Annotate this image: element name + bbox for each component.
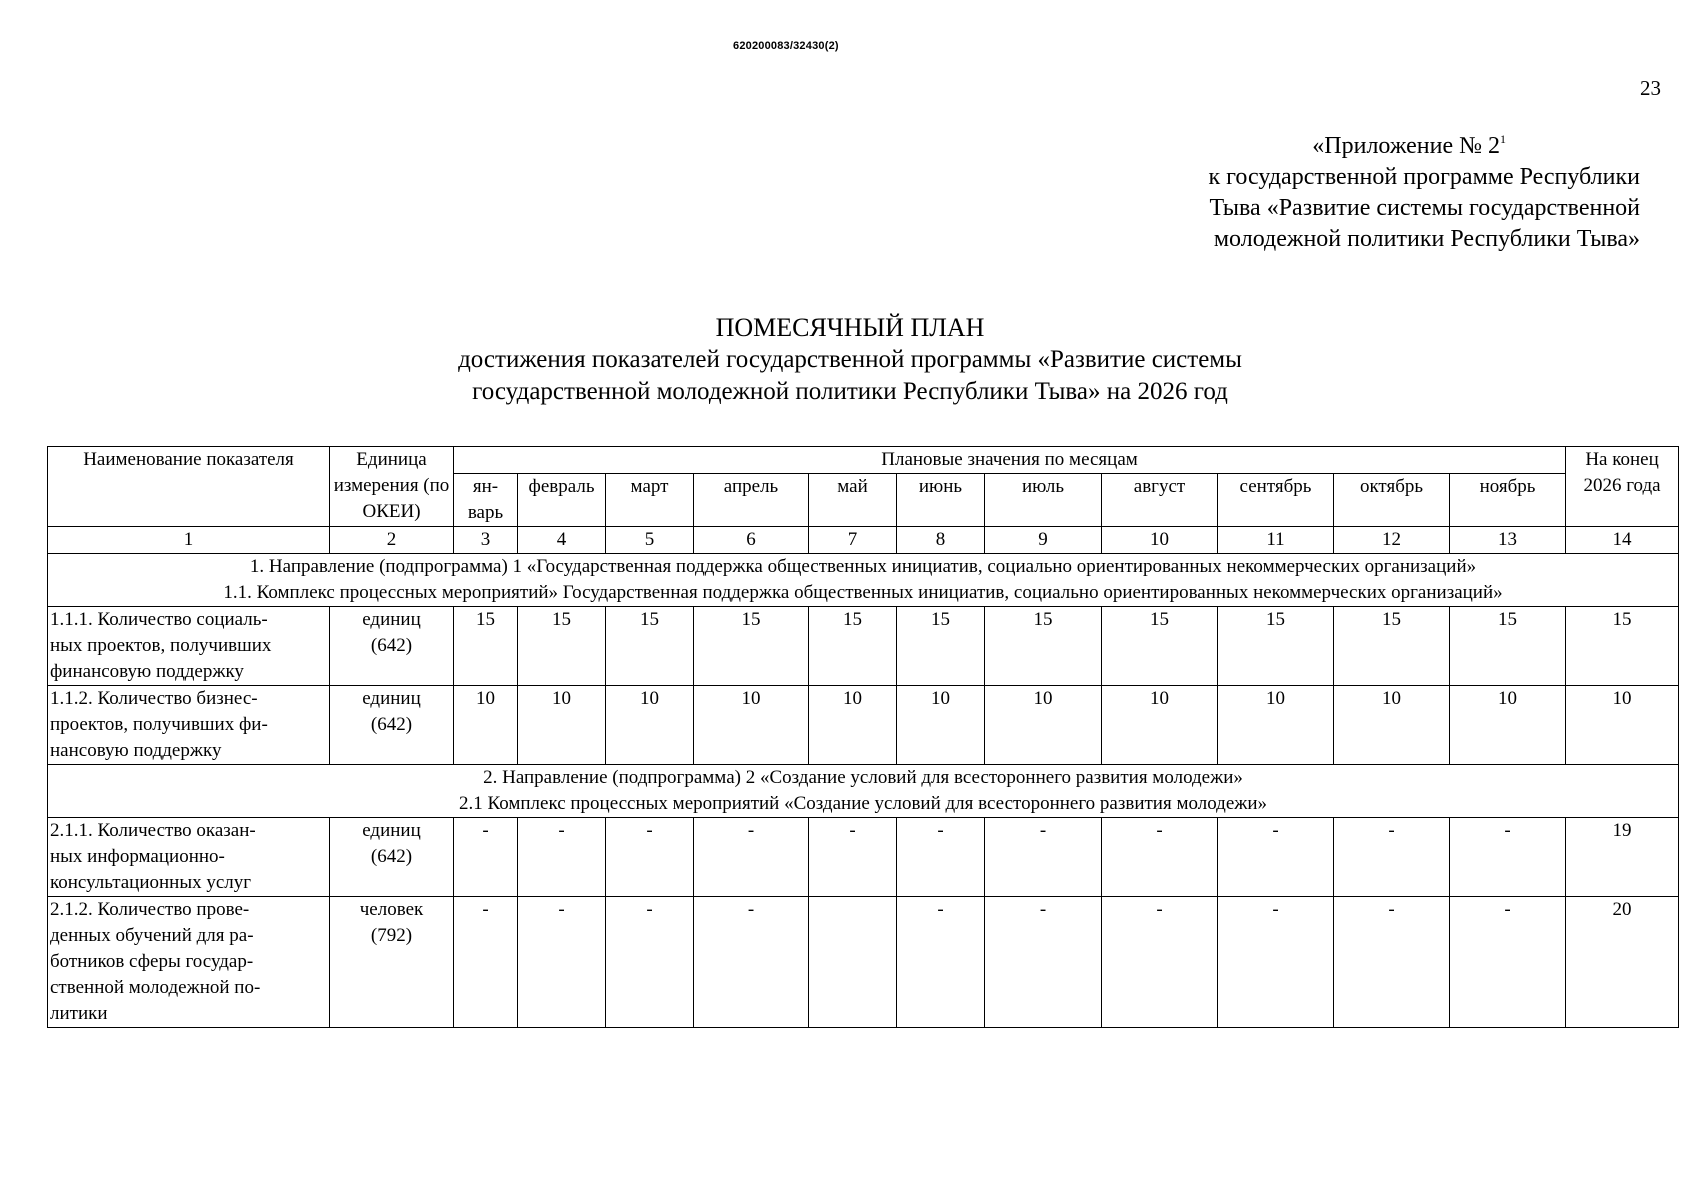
- header-row: [48, 447, 1679, 474]
- indicator-value: -: [606, 818, 694, 897]
- column-number: 11: [1218, 527, 1334, 554]
- indicator-value: 15: [985, 607, 1102, 686]
- indicator-value: 10: [694, 686, 809, 765]
- column-number: 3: [454, 527, 518, 554]
- indicator-value: -: [694, 818, 809, 897]
- indicator-value: -: [518, 818, 606, 897]
- indicator-value: -: [1102, 818, 1218, 897]
- section-row: [48, 765, 1679, 818]
- column-number: 2: [330, 527, 454, 554]
- column-number: 1: [48, 527, 330, 554]
- section-direction: 2. Направление (подпрограмма) 2 «Создание условий для всестороннего развития молодежи»: [483, 767, 1243, 788]
- indicator-value: 15: [809, 607, 897, 686]
- column-number: 9: [985, 527, 1102, 554]
- indicator-value: 10: [606, 686, 694, 765]
- indicator-value: -: [1450, 897, 1566, 1028]
- section-complex: 2.1 Комплекс процессных мероприятий «Создание условий для всестороннего развития молодежи»: [458, 793, 1268, 814]
- section-heading: [48, 554, 1679, 607]
- column-numbers-row: [48, 527, 1679, 554]
- column-number: 6: [694, 527, 809, 554]
- indicator-name: 2.1.2. Количество прове- денных обучений для ра- ботников сферы государ- ственной молодежной по- литики: [48, 897, 330, 1028]
- indicator-value: -: [897, 818, 985, 897]
- indicator-unit: единиц (642): [330, 686, 454, 765]
- indicator-value: 10: [518, 686, 606, 765]
- indicator-unit: человек (792): [330, 897, 454, 1028]
- header-month: октябрь: [1334, 474, 1450, 527]
- indicator-value: -: [454, 897, 518, 1028]
- indicator-value: 19: [1566, 818, 1679, 897]
- indicator-value: 10: [1566, 686, 1679, 765]
- indicator-value: -: [1218, 818, 1334, 897]
- column-number: 7: [809, 527, 897, 554]
- header-month: июль: [985, 474, 1102, 527]
- indicator-value: 15: [694, 607, 809, 686]
- indicator-value: -: [606, 897, 694, 1028]
- indicator-value: -: [1102, 897, 1218, 1028]
- appendix-line4: молодежной политики Республики Тыва»: [1213, 226, 1640, 252]
- document-title: [350, 312, 1350, 408]
- title-subtitle-line1: достижения показателей государственной программы «Развитие системы: [458, 346, 1242, 373]
- header-month: март: [606, 474, 694, 527]
- appendix-line2: к государственной программе Республики: [1208, 164, 1640, 190]
- column-number: 10: [1102, 527, 1218, 554]
- indicator-value: 15: [1218, 607, 1334, 686]
- appendix-header: [1100, 124, 1640, 255]
- indicator-value: -: [985, 897, 1102, 1028]
- header-month: май: [809, 474, 897, 527]
- indicator-row: [48, 686, 1679, 765]
- indicator-value: -: [1218, 897, 1334, 1028]
- indicator-row: [48, 818, 1679, 897]
- indicator-value: 15: [897, 607, 985, 686]
- indicator-value: 10: [985, 686, 1102, 765]
- indicator-value: -: [1334, 897, 1450, 1028]
- document-id: 620200083/32430(2): [733, 40, 839, 52]
- indicator-value: 10: [897, 686, 985, 765]
- indicator-name: 1.1.2. Количество бизнес- проектов, получивших фи- нансовую поддержку: [48, 686, 330, 765]
- indicator-value: [809, 897, 897, 1028]
- indicator-value: -: [985, 818, 1102, 897]
- indicator-value: 15: [1566, 607, 1679, 686]
- indicator-value: 15: [518, 607, 606, 686]
- title-main: ПОМЕСЯЧНЫЙ ПЛАН: [715, 313, 985, 342]
- appendix-line1: [1100, 124, 1640, 162]
- indicator-value: -: [518, 897, 606, 1028]
- appendix-superscript: 1: [1500, 132, 1506, 146]
- indicator-value: 15: [1334, 607, 1450, 686]
- header-month: апрель: [694, 474, 809, 527]
- indicator-row: [48, 607, 1679, 686]
- column-number: 14: [1566, 527, 1679, 554]
- indicator-value: 10: [1334, 686, 1450, 765]
- header-month: август: [1102, 474, 1218, 527]
- header-month: сентябрь: [1218, 474, 1334, 527]
- appendix-title: «Приложение № 2: [1312, 133, 1500, 159]
- indicator-value: 10: [454, 686, 518, 765]
- header-unit: Единица измерения (по ОКЕИ): [330, 447, 454, 527]
- column-number: 12: [1334, 527, 1450, 554]
- indicator-value: -: [454, 818, 518, 897]
- section-heading: [48, 765, 1679, 818]
- indicator-value: 20: [1566, 897, 1679, 1028]
- indicator-unit: единиц (642): [330, 607, 454, 686]
- indicator-value: 10: [1218, 686, 1334, 765]
- column-number: 4: [518, 527, 606, 554]
- indicator-row: [48, 897, 1679, 1028]
- indicator-value: 10: [1450, 686, 1566, 765]
- indicator-value: -: [1450, 818, 1566, 897]
- header-month: февраль: [518, 474, 606, 527]
- indicator-value: 15: [606, 607, 694, 686]
- appendix-line3: Тыва «Развитие системы государственной: [1209, 195, 1640, 221]
- indicator-value: 10: [1102, 686, 1218, 765]
- header-month: ян- варь: [454, 474, 518, 527]
- indicator-value: 15: [454, 607, 518, 686]
- header-name: Наименование показателя: [48, 447, 330, 527]
- header-end-of-year: На конец 2026 года: [1566, 447, 1679, 527]
- indicator-value: -: [897, 897, 985, 1028]
- header-monthly: Плановые значения по месяцам: [454, 447, 1566, 474]
- indicator-value: 15: [1450, 607, 1566, 686]
- indicator-value: -: [1334, 818, 1450, 897]
- header-month: июнь: [897, 474, 985, 527]
- title-subtitle-line2: государственной молодежной политики Республики Тыва» на 2026 год: [472, 378, 1228, 405]
- column-number: 13: [1450, 527, 1566, 554]
- section-complex: 1.1. Комплекс процессных мероприятий» Государственная поддержка общественных инициатив, социально ориентированных некоммерческих организаций»: [223, 582, 1503, 603]
- header-month: ноябрь: [1450, 474, 1566, 527]
- indicator-name: 2.1.1. Количество оказан- ных информационно- консультационных услуг: [48, 818, 330, 897]
- indicator-value: -: [694, 897, 809, 1028]
- indicator-value: 15: [1102, 607, 1218, 686]
- column-number: 5: [606, 527, 694, 554]
- section-direction: 1. Направление (подпрограмма) 1 «Государственная поддержка общественных инициатив, социально ориентированных некоммерческих организаций»: [249, 556, 1477, 577]
- indicator-value: 10: [809, 686, 897, 765]
- indicator-name: 1.1.1. Количество социаль- ных проектов, получивших финансовую поддержку: [48, 607, 330, 686]
- indicator-unit: единиц (642): [330, 818, 454, 897]
- section-row: [48, 554, 1679, 607]
- page-number: 23: [1640, 76, 1661, 100]
- monthly-plan-table: [47, 446, 1679, 1028]
- column-number: 8: [897, 527, 985, 554]
- indicator-value: -: [809, 818, 897, 897]
